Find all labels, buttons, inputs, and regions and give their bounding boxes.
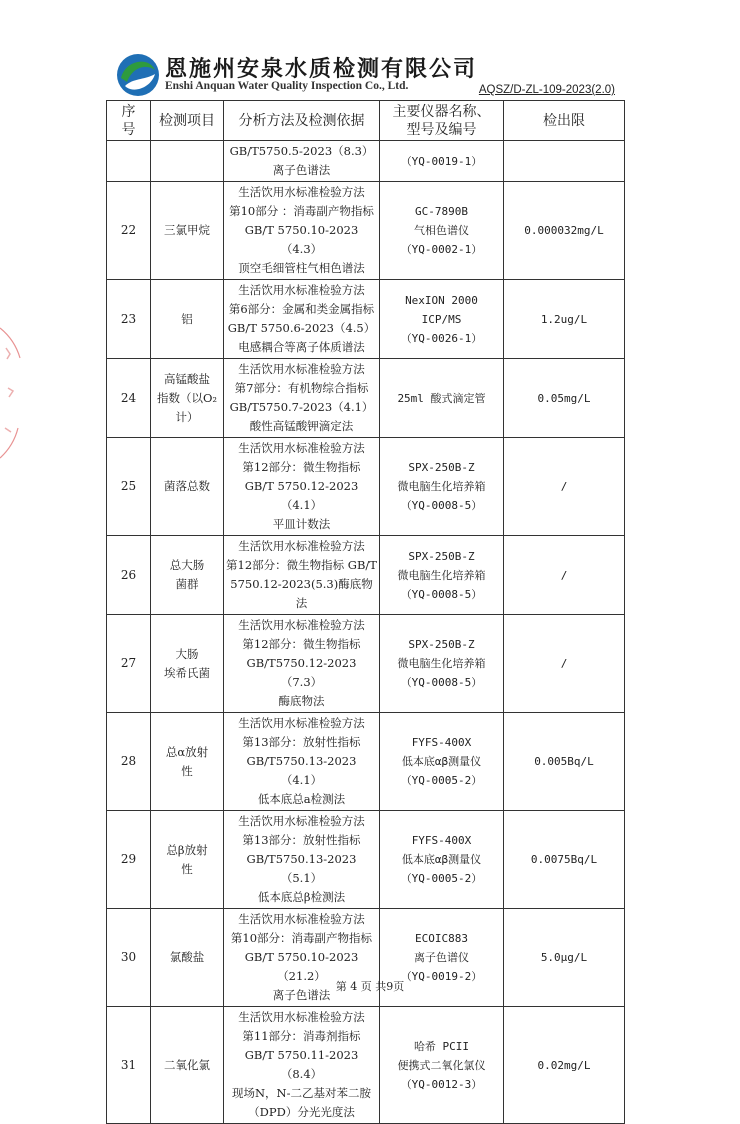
table-row <box>107 359 625 438</box>
cell-no: 28 <box>107 713 151 811</box>
cell-item: 高锰酸盐 指数（以O₂ 计） <box>151 359 224 438</box>
col-header-method: 分析方法及检测依据 <box>224 101 380 141</box>
cell-method: 生活饮用水标准检验方法 第12部分：微生物指标 GB/T5750.12-2023 （7.3） 酶底物法 <box>224 615 380 713</box>
cell-method: 生活饮用水标准检验方法 第6部分：金属和类金属指标 GB/T 5750.6-2023（4.5） 电感耦合等离子体质谱法 <box>224 280 380 359</box>
water-drop-logo-icon <box>115 52 161 98</box>
cell-item: 二氧化氯 <box>151 1007 224 1124</box>
cell-no: 26 <box>107 536 151 615</box>
table-row <box>107 615 625 713</box>
cell-no: 30 <box>107 909 151 1007</box>
cell-instrument: SPX-250B-Z 微电脑生化培养箱 （YQ-0008-5） <box>380 536 504 615</box>
cell-item <box>151 141 224 182</box>
table-row <box>107 811 625 909</box>
cell-item: 总β放射 性 <box>151 811 224 909</box>
table-row <box>107 438 625 536</box>
cell-limit: 0.02mg/L <box>504 1007 625 1124</box>
cell-instrument: （YQ-0019-1） <box>380 141 504 182</box>
cell-instrument: ECOIC883 离子色谱仪 （YQ-0019-2） <box>380 909 504 1007</box>
cell-item: 菌落总数 <box>151 438 224 536</box>
page-number: 第 4 页 共9页 <box>335 980 405 993</box>
cell-item: 铝 <box>151 280 224 359</box>
cell-no: 24 <box>107 359 151 438</box>
cell-limit: 0.005Bq/L <box>504 713 625 811</box>
cell-limit: 0.0075Bq/L <box>504 811 625 909</box>
cell-instrument: FYFS-400X 低本底αβ测量仪 （YQ-0005-2） <box>380 811 504 909</box>
cell-no <box>107 141 151 182</box>
cell-item: 大肠 埃希氏菌 <box>151 615 224 713</box>
table-header-row <box>107 101 625 141</box>
cell-instrument: FYFS-400X 低本底αβ测量仪 （YQ-0005-2） <box>380 713 504 811</box>
cell-instrument: 25ml 酸式滴定管 <box>380 359 504 438</box>
cell-method: 生活饮用水标准检验方法 第11部分：消毒剂指标 GB/T 5750.11-2023（8.4） 现场N，N-二乙基对苯二胺 （DPD）分光光度法 <box>224 1007 380 1124</box>
table-row <box>107 141 625 182</box>
cell-limit: 0.000032mg/L <box>504 182 625 280</box>
cell-method: 生活饮用水标准检验方法 第13部分：放射性指标 GB/T5750.13-2023（5.1） 低本底总β检测法 <box>224 811 380 909</box>
cell-limit: / <box>504 615 625 713</box>
table-row <box>107 713 625 811</box>
company-name-en: Enshi Anquan Water Quality Inspection Co., Ltd. <box>165 80 409 92</box>
cell-no: 23 <box>107 280 151 359</box>
table-row <box>107 182 625 280</box>
letterhead <box>115 48 625 103</box>
col-header-no: 序 号 <box>107 101 151 141</box>
cell-instrument: NexION 2000 ICP/MS （YQ-0026-1） <box>380 280 504 359</box>
cell-instrument: SPX-250B-Z 微电脑生化培养箱 （YQ-0008-5） <box>380 438 504 536</box>
col-header-item: 检测项目 <box>151 101 224 141</box>
cell-limit: / <box>504 536 625 615</box>
cell-method: 生活饮用水标准检验方法 第7部分：有机物综合指标 GB/T5750.7-2023（4.1） 酸性高锰酸钾滴定法 <box>224 359 380 438</box>
col-header-instrument: 主要仪器名称、 型号及编号 <box>380 101 504 141</box>
cell-limit: 1.2ug/L <box>504 280 625 359</box>
cell-no: 27 <box>107 615 151 713</box>
cell-limit: 5.0μg/L <box>504 909 625 1007</box>
inspection-methods-table <box>106 100 625 1124</box>
cell-method: 生活饮用水标准检验方法 第10部分 ：消毒副产物指标 GB/T 5750.10-2023（4.3） 顶空毛细管柱气相色谱法 <box>224 182 380 280</box>
table-row <box>107 280 625 359</box>
cell-no: 25 <box>107 438 151 536</box>
cell-limit <box>504 141 625 182</box>
cell-no: 31 <box>107 1007 151 1124</box>
cell-method: 生活饮用水标准检验方法 第12部分：微生物指标 GB/T 5750.12-2023（4.1） 平皿计数法 <box>224 438 380 536</box>
cell-method: 生活饮用水标准检验方法 第10部分：消毒副产物指标 GB/T 5750.10-2023（21.2） 离子色谱法 <box>224 909 380 1007</box>
cell-limit: / <box>504 438 625 536</box>
cell-item: 氯酸盐 <box>151 909 224 1007</box>
cell-instrument: 哈希 PCII 便携式二氧化氯仪 （YQ-0012-3） <box>380 1007 504 1124</box>
cell-item: 总α放射 性 <box>151 713 224 811</box>
cell-no: 22 <box>107 182 151 280</box>
cell-instrument: SPX-250B-Z 微电脑生化培养箱 （YQ-0008-5） <box>380 615 504 713</box>
cell-method: 生活饮用水标准检验方法 第12部分：微生物指标 GB/T 5750.12-2023(5.3)酶底物法 <box>224 536 380 615</box>
cell-method: 生活饮用水标准检验方法 第13部分：放射性指标 GB/T5750.13-2023（4.1） 低本底总a检测法 <box>224 713 380 811</box>
table-row <box>107 536 625 615</box>
document-code: AQSZ/D-ZL-109-2023(2.0) <box>478 84 615 96</box>
red-seal-stamp-icon <box>0 318 22 468</box>
cell-method: GB/T5750.5-2023（8.3） 离子色谱法 <box>224 141 380 182</box>
cell-no: 29 <box>107 811 151 909</box>
cell-item: 总大肠 菌群 <box>151 536 224 615</box>
cell-limit: 0.05mg/L <box>504 359 625 438</box>
table-row <box>107 1007 625 1124</box>
cell-item: 三氯甲烷 <box>151 182 224 280</box>
cell-instrument: GC-7890B 气相色谱仪 （YQ-0002-1） <box>380 182 504 280</box>
col-header-limit: 检出限 <box>504 101 625 141</box>
company-name-cn: 恩施州安泉水质检测有限公司 <box>165 56 478 82</box>
